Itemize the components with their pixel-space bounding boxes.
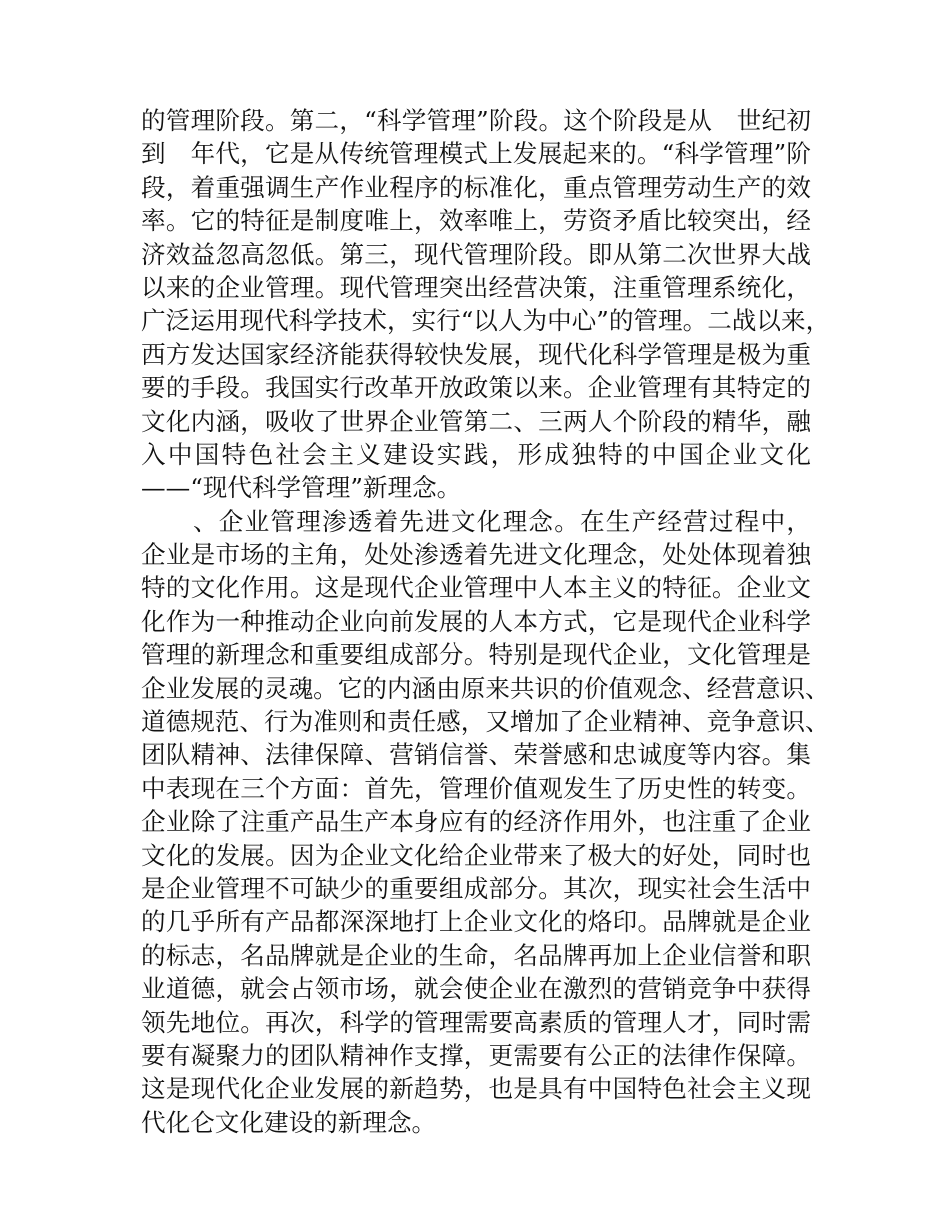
text-line-25: 的几乎所有产品都深深地打上企业文化的烙印。品牌就是企业 [141, 907, 811, 937]
text-line-22: 企业除了注重产品生产本身应有的经济作用外，也注重了企业 [141, 807, 811, 837]
text-line-30: 这是现代化企业发展的新趋势，也是具有中国特色社会主义现 [141, 1074, 811, 1104]
text-line-1: 的管理阶段。第二，“科学管理”阶段。这个阶段是从 世纪初 [141, 106, 811, 135]
text-line-20: 团队精神、法律保障、营销信誉、荣誉感和忠诚度等内容。集 [141, 740, 811, 770]
text-line-8: 西方发达国家经济能获得较快发展，现代化科学管理是极为重 [141, 339, 811, 369]
text-line-13: 、企业管理渗透着先进文化理念。在生产经营过程中， [193, 506, 811, 536]
text-line-11: 入中国特色社会主义建设实践，形成独特的中国企业文化 [141, 439, 811, 469]
text-line-29: 要有凝聚力的团队精神作支撑，更需要有公正的法律作保障。 [141, 1040, 811, 1070]
text-line-9: 要的手段。我国实行改革开放政策以来。企业管理有其特定的 [141, 373, 811, 403]
text-line-14: 企业是市场的主角，处处渗透着先进文化理念，处处体现着独 [141, 540, 811, 570]
text-line-2: 到 年代，它是从传统管理模式上发展起来的。“科学管理”阶 [141, 139, 811, 169]
text-line-3: 段，着重强调生产作业程序的标准化，重点管理劳动生产的效 [141, 172, 811, 202]
text-line-19: 道德规范、行为准则和责任感，又增加了企业精神、竞争意识、 [141, 707, 830, 737]
text-line-21: 中表现在三个方面：首先，管理价值观发生了历史性的转变。 [141, 773, 811, 803]
text-line-12: ——“现代科学管理”新理念。 [141, 473, 462, 503]
text-line-16: 化作为一种推动企业向前发展的人本方式，它是现代企业科学 [141, 606, 811, 636]
body-text [141, 104, 831, 1139]
text-line-6: 以来的企业管理。现代管理突出经营决策，注重管理系统化， [141, 272, 811, 302]
text-line-23: 文化的发展。因为企业文化给企业带来了极大的好处，同时也 [141, 840, 811, 870]
text-line-28: 领先地位。再次，科学的管理需要高素质的管理人才，同时需 [141, 1007, 811, 1037]
text-line-10: 文化内涵，吸收了世界企业管第二、三两人个阶段的精华，融 [141, 406, 811, 436]
text-line-26: 的标志，名品牌就是企业的生命，名品牌再加上企业信誉和职 [141, 940, 811, 970]
text-line-18: 企业发展的灵魂。它的内涵由原来共识的价值观念、经营意识、 [141, 673, 830, 703]
text-line-17: 管理的新理念和重要组成部分。特别是现代企业，文化管理是 [141, 640, 811, 670]
text-line-7: 广泛运用现代科学技术，实行“以人为中心”的管理。二战以来， [141, 306, 831, 336]
text-line-31: 代化仑文化建设的新理念。 [141, 1107, 437, 1137]
text-line-24: 是企业管理不可缺少的重要组成部分。其次，现实社会生活中 [141, 873, 811, 903]
text-line-5: 济效益忽高忽低。第三，现代管理阶段。即从第二次世界大战 [141, 239, 811, 269]
text-line-27: 业道德，就会占领市场，就会使企业在激烈的营销竞争中获得 [141, 974, 811, 1004]
text-line-15: 特的文化作用。这是现代企业管理中人本主义的特征。企业文 [141, 573, 811, 603]
text-line-4: 率。它的特征是制度唯上，效率唯上，劳资矛盾比较突出，经 [141, 206, 811, 236]
